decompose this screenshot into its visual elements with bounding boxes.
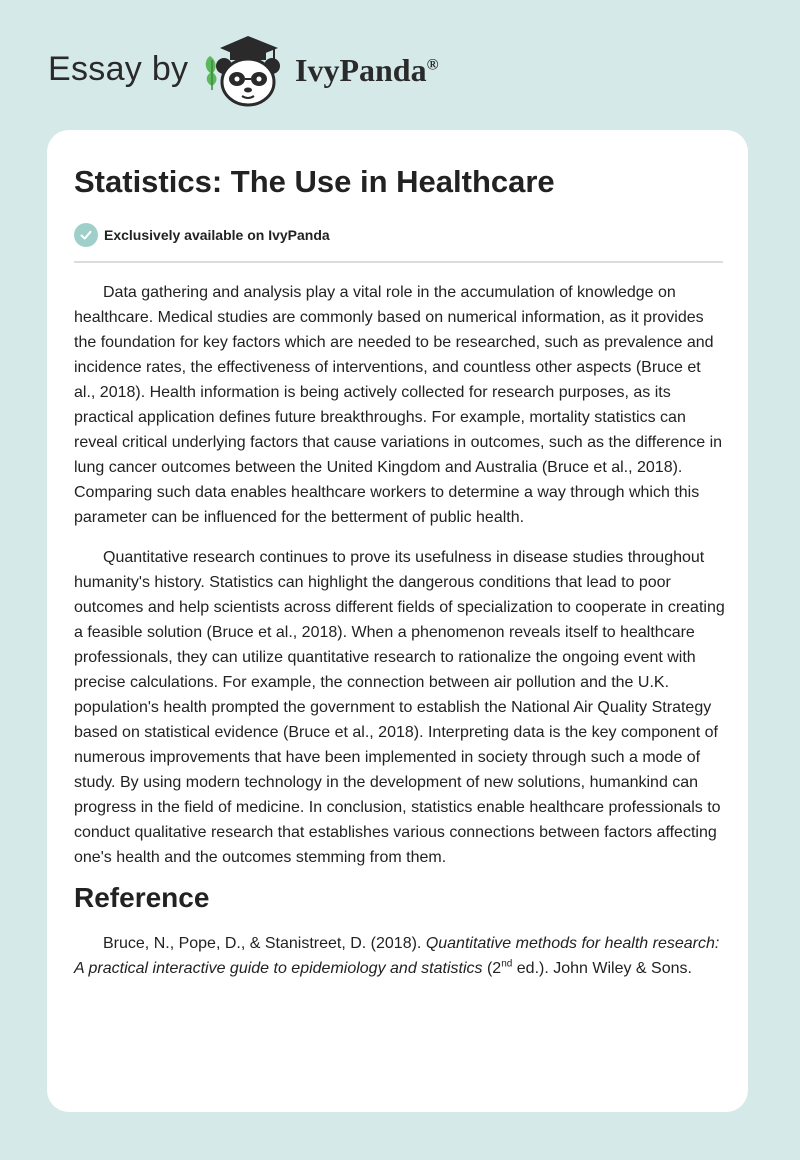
reference-title: Quantitative methods for health research: A practical interactive guide to epidemiology and statistics: [74, 935, 720, 977]
reference-entry: Bruce, N., Pope, D., & Stanistreet, D. (2018). Quantitative methods for health research: A practical interactive guide to epidemiology and statistics (2nd ed.). John Wiley & Sons.: [74, 935, 720, 977]
exclusive-badge: [74, 222, 330, 248]
checkmark-icon: [74, 223, 98, 247]
paragraph: Data gathering and analysis play a vital role in the accumulation of knowledge on healthcare. Medical studies are commonly based on numerical information, as it provides the foundation for key factors which are needed to be researched, such as prevalence and incidence rates, the effectiveness of interventions, and countless other aspects (Bruce et al., 2018). Health information is being actively collected for research purposes, as its practical application defines future breakthroughs. For example, mortality statistics can reveal critical underlying factors that cause variations in outcomes, such as the difference in lung cancer outcomes between the United Kingdom and Australia (Bruce et al., 2018). Comparing such data enables healthcare workers to determine a way through which this parameter can be influenced for the betterment of public health.: [74, 284, 723, 526]
page-title: Statistics: The Use in Healthcare: [74, 164, 555, 199]
badge-label: Exclusively available on IvyPanda: [104, 227, 330, 243]
essay-card: [47, 130, 748, 1112]
essay-body: [74, 280, 726, 996]
brand-header: [48, 30, 508, 110]
brand-name: IvyPanda®: [295, 52, 439, 88]
brand-prefix: Essay by: [48, 50, 189, 88]
divider: [74, 261, 723, 263]
reference-heading: Reference: [74, 882, 210, 913]
paragraph: Quantitative research continues to prove its usefulness in disease studies throughout humanity's history. Statistics can highlight the dangerous conditions that lead to poor outcomes and help scientists across different fields of specialization to cooperate in creating a feasible solution (Bruce et al., 2018). When a phenomenon reveals itself to healthcare professionals, they can utilize quantitative research to rationalize the ongoing event with precise calculations. For example, the connection between air pollution and the U.K. population's health prompted the government to establish the National Air Quality Strategy based on statistical evidence (Bruce et al., 2018). Interpreting data is the key component of numerous improvements that have been implemented in society through such a mode of study. By using modern technology in the development of new solutions, humankind can progress in the field of medicine. In conclusion, statistics enable healthcare professionals to conduct qualitative research that establishes various connections between factors affecting one's health and the outcomes stemming from them.: [74, 549, 725, 866]
panda-graduate-logo-icon: [200, 30, 290, 110]
